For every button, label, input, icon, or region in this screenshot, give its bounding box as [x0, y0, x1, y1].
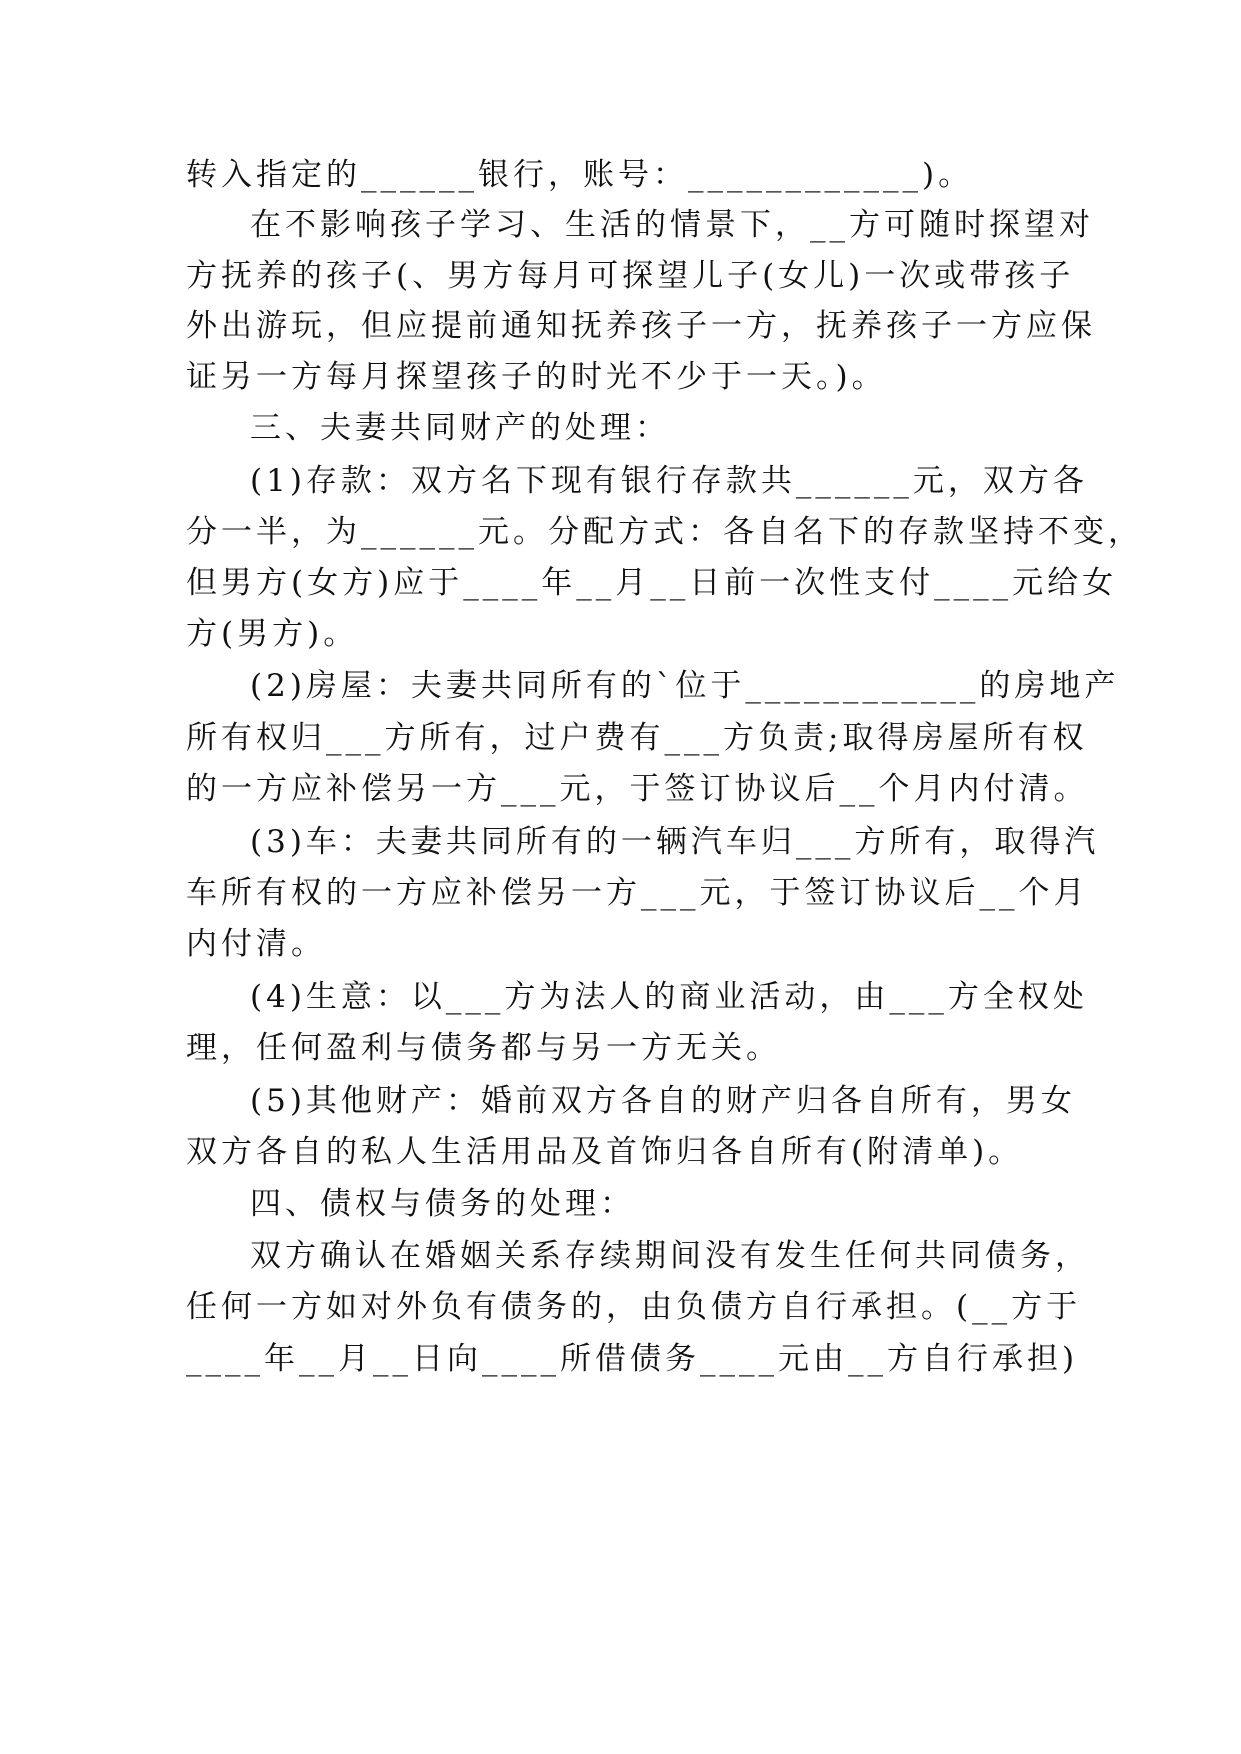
- text-line: (1)存款：双方名下现有银行存款共______元，双方各: [250, 463, 1088, 499]
- text-line: 外出游玩，但应提前通知抚养孩子一方，抚养孩子一方应保: [186, 308, 1096, 344]
- text-line: 方抚养的孩子(、男方每月可探望儿子(女儿)一次或带孩子: [186, 258, 1075, 294]
- text-line: 任何一方如对外负有债务的，由负债方自行承担。(__方于: [186, 1289, 1082, 1325]
- section-heading: 三、夫妻共同财产的处理：: [250, 410, 670, 446]
- text-line: 的一方应补偿另一方___元，于签订协议后__个月内付清。: [186, 771, 1089, 807]
- text-line: 在不影响孩子学习、生活的情景下，__方可随时探望对: [250, 207, 1094, 243]
- text-line: (4)生意：以___方为法人的商业活动，由___方全权处: [250, 979, 1088, 1015]
- section-heading: 四、债权与债务的处理：: [250, 1186, 635, 1222]
- text-line: 内付清。: [186, 926, 326, 962]
- text-line: 证另一方每月探望孩子的时光不少于一天。)。: [186, 359, 887, 395]
- text-line: (2)房屋：夫妻共同所有的`位于____________的房地产: [250, 668, 1120, 704]
- text-line: 车所有权的一方应补偿另一方___元，于签订协议后__个月: [186, 875, 1089, 911]
- text-line: 方(男方)。: [186, 616, 359, 652]
- text-line: 但男方(女方)应于____年__月__日前一次性支付____元给女: [186, 565, 1118, 601]
- text-line: (5)其他财产：婚前双方各自的财产归各自所有，男女: [250, 1083, 1076, 1119]
- text-line: 双方确认在婚姻关系存续期间没有发生任何共同债务，: [250, 1238, 1090, 1274]
- text-line: 分一半，为______元。分配方式：各自名下的存款坚持不变，: [186, 514, 1143, 550]
- text-line: 转入指定的______银行，账号：____________)。: [186, 157, 974, 193]
- text-line: 所有权归___方所有，过户费有___方负责;取得房屋所有权: [186, 720, 1088, 756]
- text-line: (3)车：夫妻共同所有的一辆汽车归___方所有，取得汽: [250, 824, 1100, 860]
- text-line: ____年__月__日向____所借债务____元由__方自行承担): [186, 1341, 1079, 1377]
- text-line: 双方各自的私人生活用品及首饰归各自所有(附清单)。: [186, 1134, 1024, 1170]
- text-line: 理，任何盈利与债务都与另一方无关。: [186, 1030, 781, 1066]
